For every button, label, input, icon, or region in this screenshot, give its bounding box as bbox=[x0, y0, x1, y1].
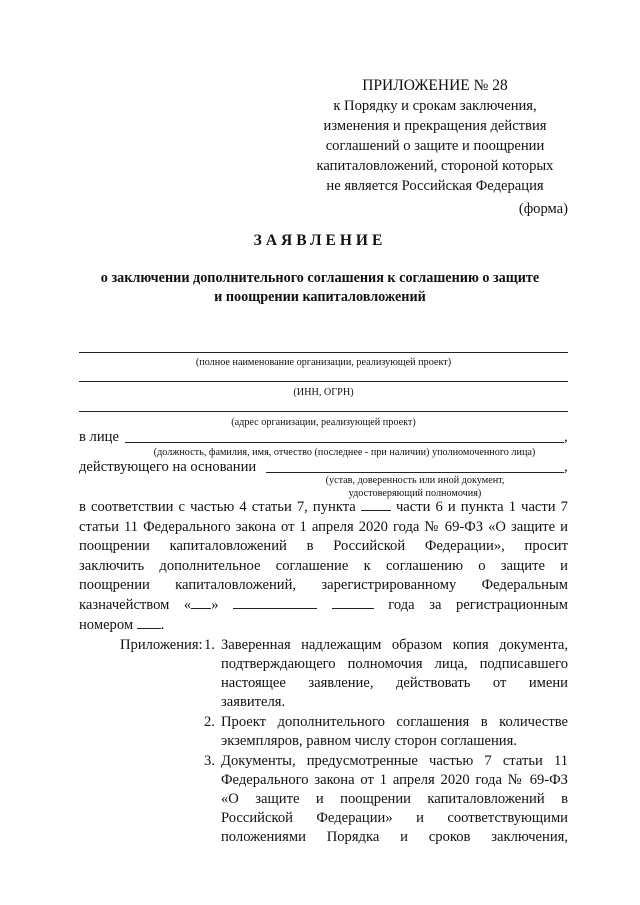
clause-number-blank[interactable] bbox=[361, 498, 391, 511]
paragraph-text: » bbox=[211, 596, 219, 613]
paragraph-text: казначейством « bbox=[79, 596, 192, 613]
attachment-line: «О защите и поощрении капиталовложений в bbox=[221, 791, 568, 807]
appendix-title: ПРИЛОЖЕНИЕ № 28 bbox=[362, 77, 508, 94]
paragraph-line bbox=[79, 616, 568, 636]
attachments-label: Приложения: bbox=[120, 637, 203, 653]
basis-caption-line: удостоверяющий полномочия) bbox=[348, 488, 482, 499]
basis-comma: , bbox=[564, 459, 568, 475]
attachment-line: Заверенная надлежащим образом копия документа, bbox=[221, 637, 568, 653]
request-paragraph bbox=[79, 498, 568, 635]
form-label: (форма) bbox=[518, 201, 568, 217]
day-blank[interactable] bbox=[191, 596, 211, 609]
subheading-line: и поощрении капиталовложений bbox=[214, 289, 426, 305]
appendix-line: к Порядку и срокам заключения, bbox=[333, 98, 537, 114]
attachment-line: Проект дополнительного соглашения в количестве bbox=[221, 714, 568, 730]
attachment-line: Российской Федерации» и соответствующими bbox=[221, 810, 568, 826]
paragraph-line: статьи 11 Федерального закона от 1 апреля 2020 года № 69-ФЗ «О защите и bbox=[79, 518, 568, 535]
inn-caption: (ИНН, ОГРН) bbox=[293, 387, 354, 398]
attachment-line: Федерального закона от 1 апреля 2020 года № 69-ФЗ bbox=[221, 772, 568, 788]
appendix-line: соглашений о защите и поощрении bbox=[325, 138, 545, 154]
basis-caption-line: (устав, доверенность или иной документ, bbox=[325, 475, 505, 486]
appendix-header bbox=[290, 76, 580, 196]
basis-label: действующего на основании bbox=[79, 459, 257, 475]
inn-line[interactable] bbox=[79, 381, 568, 382]
paragraph-text: части 6 и пункта 1 части 7 bbox=[395, 499, 568, 515]
person-comma: , bbox=[564, 429, 568, 445]
attachment-line: подтверждающего полномочия лица, подписавшего bbox=[221, 656, 568, 672]
attachment-line: экземпляров, равном числу сторон соглашения. bbox=[221, 733, 517, 749]
address-caption: (адрес организации, реализующей проект) bbox=[231, 417, 416, 428]
person-line[interactable] bbox=[125, 442, 564, 443]
attachment-number: 2. bbox=[204, 714, 215, 730]
paragraph-line: поощрении капиталовложений в Российской Федерации», просит bbox=[79, 538, 568, 555]
paragraph-text: года за регистрационным bbox=[388, 596, 568, 613]
attachment-line: заявителя. bbox=[221, 694, 286, 710]
appendix-line: капиталовложений, стороной которых bbox=[316, 158, 554, 174]
org-name-line[interactable] bbox=[79, 352, 568, 353]
appendix-line: изменения и прекращения действия bbox=[323, 118, 547, 134]
attachment-item bbox=[204, 752, 568, 847]
paragraph-line: заключить дополнительное соглашение к соглашению о защите и bbox=[79, 557, 568, 574]
address-line[interactable] bbox=[79, 411, 568, 412]
paragraph-text: в соответствии с частью 4 статьи 7, пункта bbox=[79, 499, 356, 515]
paragraph-line: поощрении капиталовложений, зарегистрированному Федеральным bbox=[79, 577, 568, 594]
paragraph-text: . bbox=[160, 616, 165, 633]
attachment-item bbox=[204, 636, 568, 712]
month-blank[interactable] bbox=[233, 596, 317, 609]
attachment-line: Документы, предусмотренные частью 7 статьи 11 bbox=[221, 753, 568, 769]
registration-number-blank[interactable] bbox=[137, 616, 161, 629]
basis-line[interactable] bbox=[266, 472, 564, 473]
basis-caption bbox=[266, 474, 564, 500]
person-label: в лице bbox=[79, 429, 119, 445]
attachment-line: положениями Порядка и сроков заключения, bbox=[221, 829, 568, 845]
document-subheading bbox=[60, 269, 580, 307]
paragraph-line bbox=[79, 498, 568, 518]
paragraph-text: номером bbox=[79, 616, 134, 633]
document-heading: ЗАЯВЛЕНИЕ bbox=[253, 232, 387, 249]
paragraph-line bbox=[79, 596, 568, 616]
org-name-caption: (полное наименование организации, реализующей проект) bbox=[195, 357, 452, 368]
attachment-number: 3. bbox=[204, 753, 215, 769]
attachment-number: 1. bbox=[204, 637, 215, 653]
appendix-line: не является Российская Федерация bbox=[326, 178, 544, 194]
person-caption: (должность, фамилия, имя, отчество (последнее - при наличии) уполномоченного лица) bbox=[153, 447, 536, 458]
attachment-item bbox=[204, 713, 568, 751]
attachment-line: настоящее заявление, действовать от имени bbox=[221, 675, 568, 691]
year-blank[interactable] bbox=[332, 596, 374, 609]
subheading-line: о заключении дополнительного соглашения к соглашению о защите bbox=[100, 270, 540, 286]
